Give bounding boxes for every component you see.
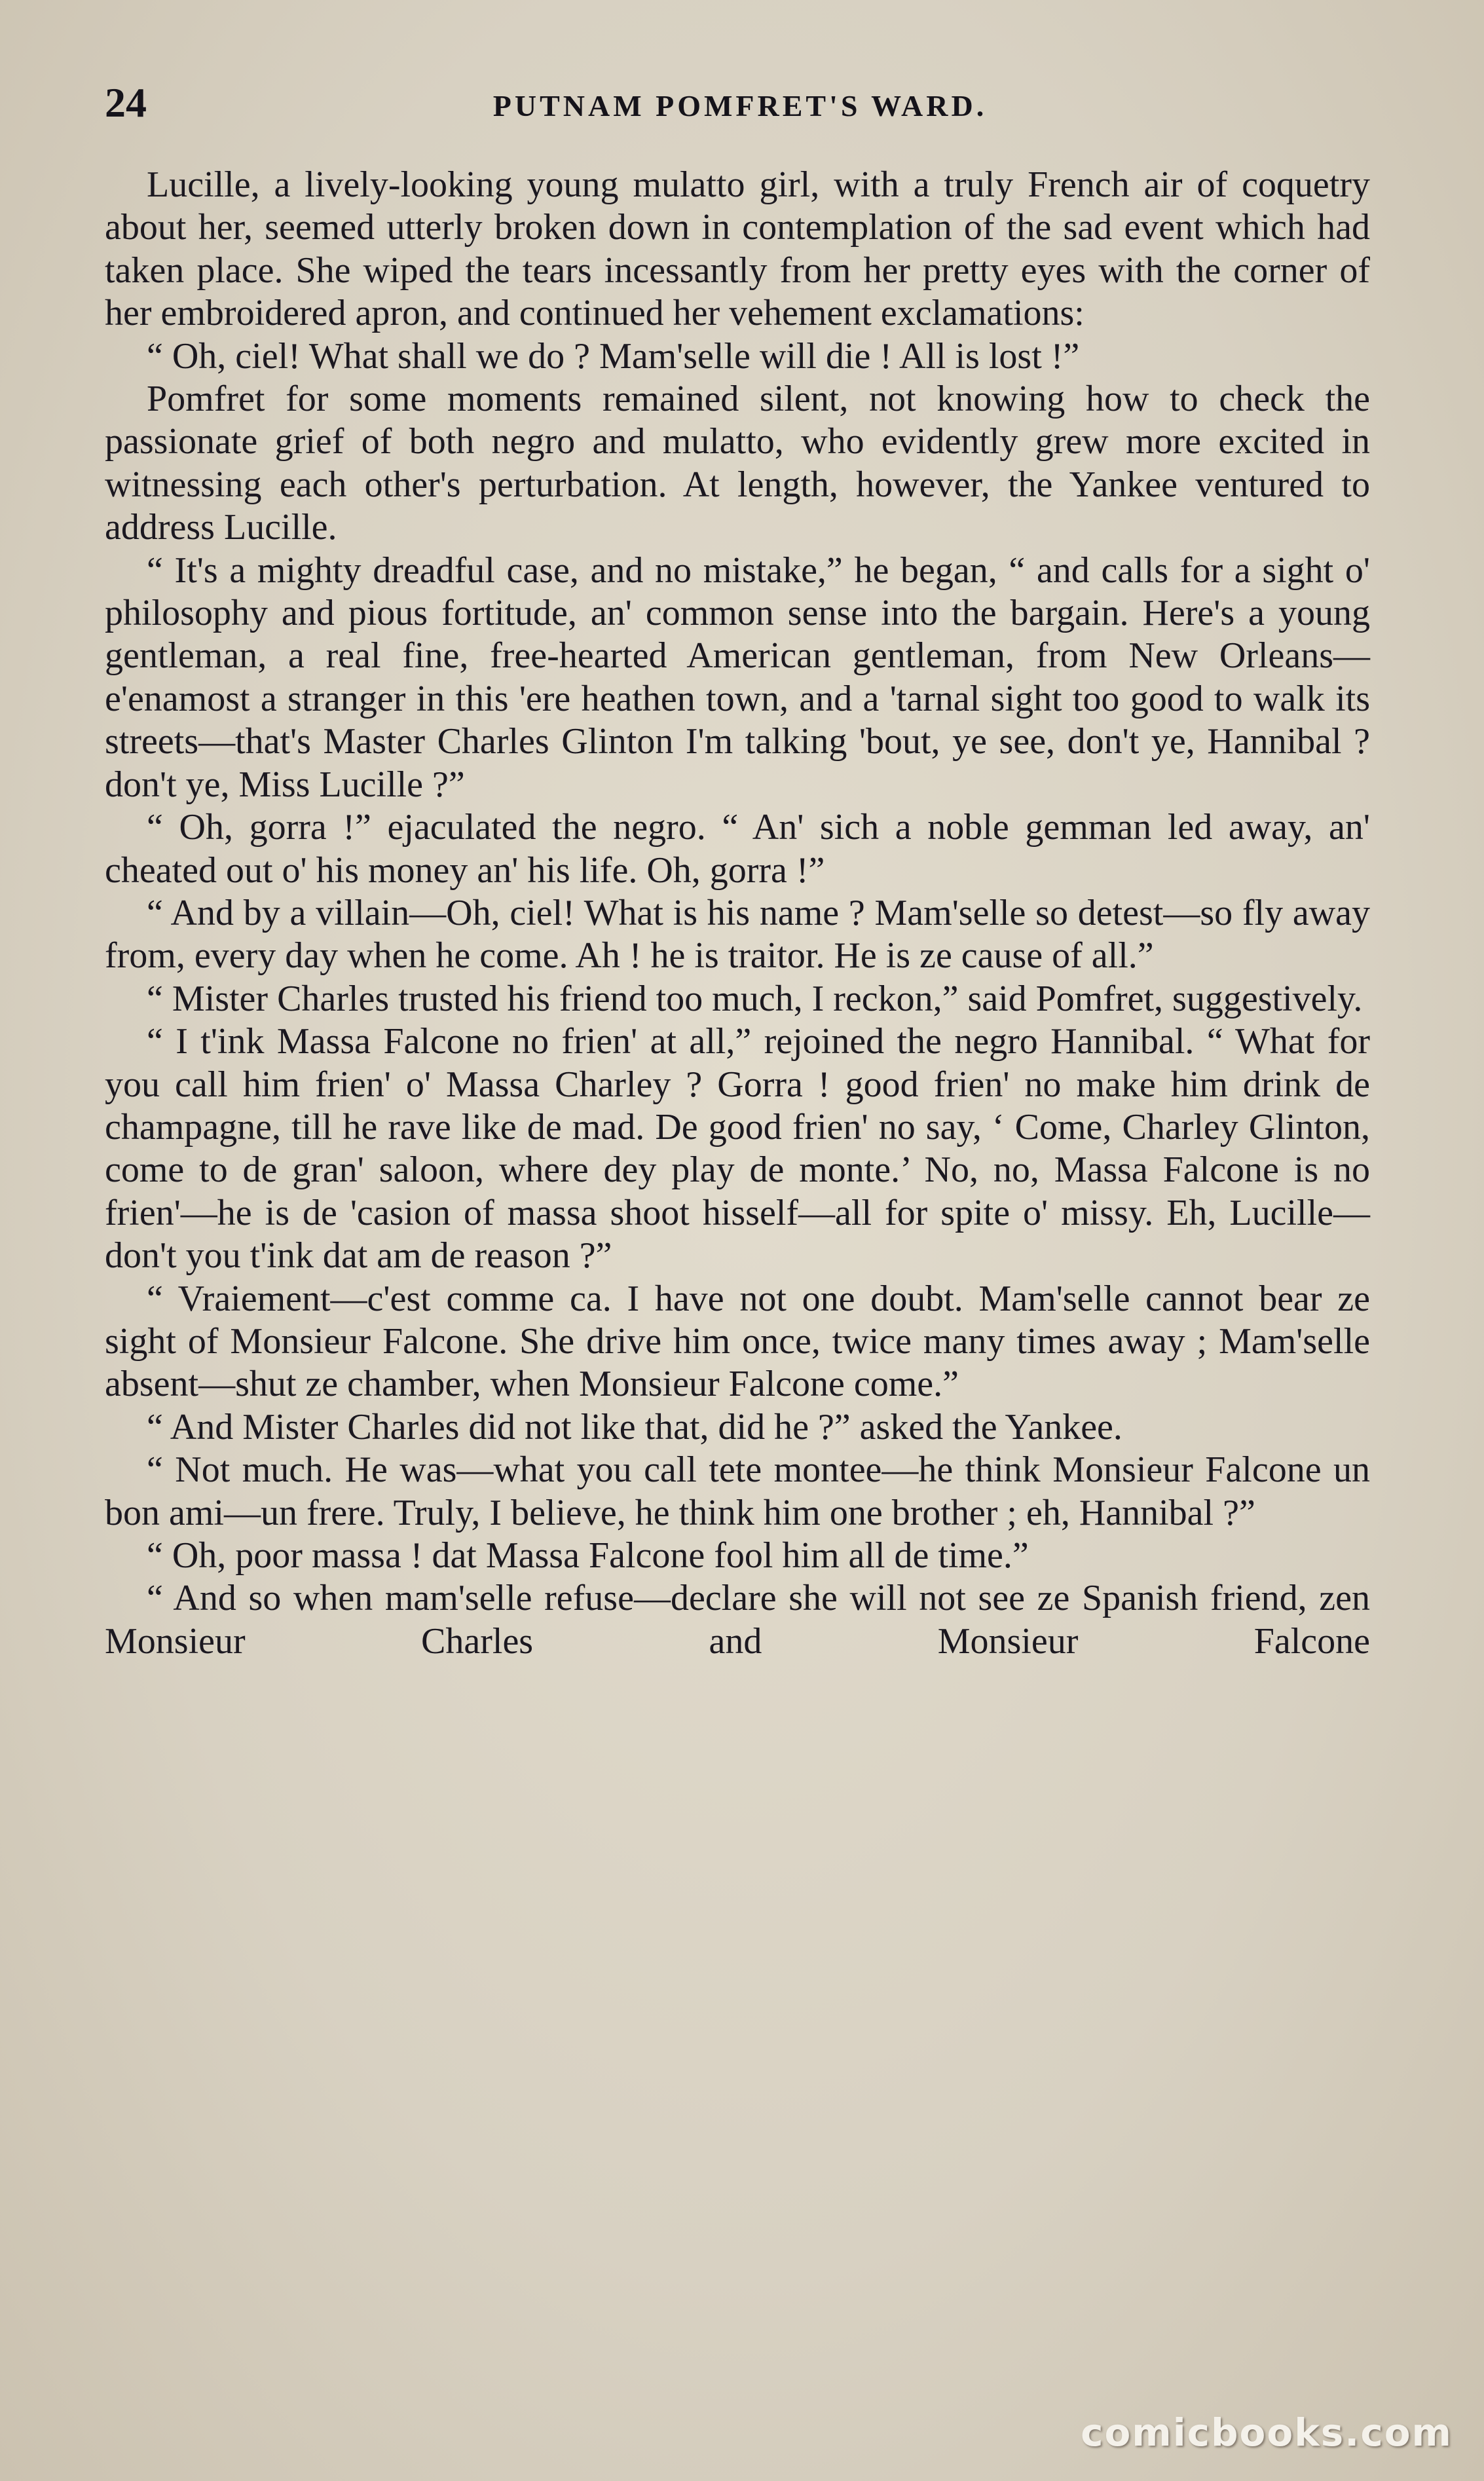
- paragraph: Pomfret for some moments remained silent, not knowing how to check the passionate grief of both negro and mulatto, who evidently grew more excited in witnessing each other's perturbation. At length, however, the Yankee ventured to address Lucille.: [105, 379, 1370, 548]
- paragraph: “ And so when mam'selle refuse—declare she will not see ze Spanish friend, zen Monsieur Charles and Monsieur Falcone: [105, 1578, 1370, 1662]
- paragraph: “ Mister Charles trusted his friend too much, I reckon,” said Pomfret, suggestively.: [147, 978, 1363, 1019]
- paragraph: “ I t'ink Massa Falcone no frien' at all,” rejoined the negro Hannibal. “ What for you call him frien' o' Massa Charley ? Gorra ! good frien' no make him drink de champagne, till he rave like de mad. De good frien' no say, ‘ Come, Charley Glinton, come to de gran' saloon, where dey play de monte.’ No, no, Massa Falcone is no frien'—he is de 'casion of massa shoot hisself—all for spite o' missy. Eh, Lucille—don't you t'ink dat am de reason ?”: [105, 1021, 1370, 1277]
- paragraph: “ And by a villain—Oh, ciel! What is his name ? Mam'selle so detest—so fly away from, every day when he come. Ah ! he is traitor. He is ze cause of all.”: [105, 892, 1370, 977]
- paragraph: Lucille, a lively-looking young mulatto girl, with a truly French air of coquetry about her, seemed utterly broken down in contemplation of the sad event which had taken place. She wiped the tears incessantly from her pretty eyes with the corner of her embroidered apron, and continued her vehement exclamations:: [105, 164, 1370, 334]
- page-number: 24: [105, 79, 147, 126]
- paragraph: “ Oh, poor massa ! dat Massa Falcone fool him all de time.”: [147, 1535, 1029, 1576]
- page-header: [105, 73, 1375, 132]
- body-text: [105, 164, 1370, 1663]
- paragraph: “ And Mister Charles did not like that, did he ?” asked the Yankee.: [147, 1406, 1122, 1447]
- watermark: comicbooks.com: [1081, 2410, 1453, 2455]
- paragraph: “ Not much. He was—what you call tete montee—he think Monsieur Falcone un bon ami—un frere. Truly, I believe, he think him one brother ; eh, Hannibal ?”: [105, 1449, 1370, 1533]
- paragraph: “ Oh, gorra !” ejaculated the negro. “ An' sich a noble gemman led away, an' cheated out o' his money an' his life. Oh, gorra !”: [105, 807, 1370, 891]
- running-head: PUTNAM POMFRET'S WARD.: [492, 89, 988, 122]
- paragraph: “ It's a mighty dreadful case, and no mistake,” he began, “ and calls for a sight o' philosophy and pious fortitude, an' common sense into the bargain. Here's a young gentleman, a real fine, free-hearted American gentleman, from New Orleans— e'enamost a stranger in this 'ere heathen town, and a 'tarnal sight too good to walk its streets—that's Master Charles Glinton I'm talking 'bout, ye see, don't ye, Hannibal ? don't ye, Miss Lucille ?”: [105, 550, 1370, 805]
- paragraph: “ Vraiement—c'est comme ca. I have not one doubt. Mam'selle cannot bear ze sight of Monsieur Falcone. She drive him once, twice many times away ; Mam'selle absent—shut ze chamber, when Monsieur Falcone come.”: [105, 1278, 1370, 1405]
- paragraph: “ Oh, ciel! What shall we do ? Mam'selle will die ! All is lost !”: [147, 335, 1080, 377]
